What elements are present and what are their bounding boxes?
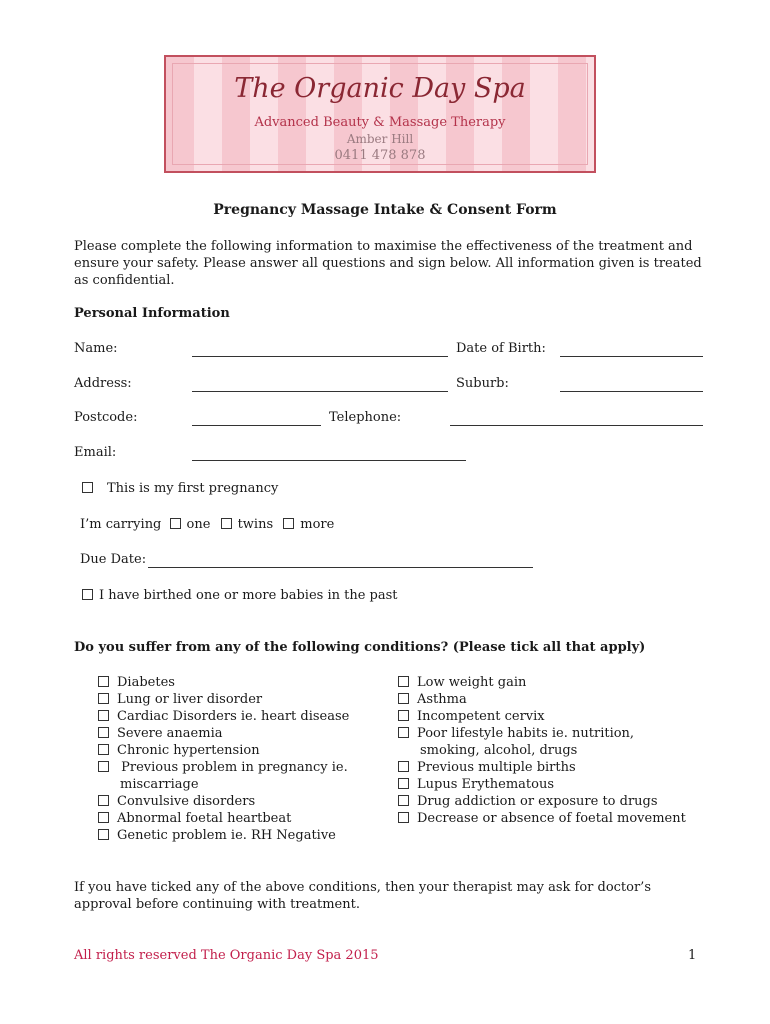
carrying-label: I’m carrying — [80, 517, 162, 532]
condition-label: Convulsive disorders — [117, 794, 256, 809]
spa-location: Amber Hill — [346, 132, 414, 146]
telephone-label: Telephone: — [329, 410, 402, 425]
condition-label: Severe anaemia — [117, 726, 223, 741]
name-label: Name: — [74, 341, 118, 356]
birthed-before-option — [82, 588, 398, 603]
condition-checkbox[interactable] — [98, 676, 109, 687]
condition-label: Poor lifestyle habits ie. nutrition, — [417, 726, 635, 741]
condition-checkbox[interactable] — [398, 727, 409, 738]
condition-item — [98, 725, 222, 742]
condition-item — [98, 827, 336, 844]
condition-checkbox[interactable] — [98, 710, 109, 721]
due-date-label: Due Date: — [80, 552, 147, 567]
condition-checkbox[interactable] — [398, 778, 409, 789]
condition-continuation: miscarriage — [120, 777, 199, 792]
birthed-before-checkbox[interactable] — [82, 589, 93, 600]
condition-item — [98, 674, 175, 691]
condition-checkbox[interactable] — [98, 727, 109, 738]
condition-label: Cardiac Disorders ie. heart disease — [117, 709, 350, 724]
spa-header-banner — [164, 55, 596, 173]
condition-label: Diabetes — [117, 675, 175, 690]
suburb-label: Suburb: — [456, 376, 509, 391]
condition-label: Decrease or absence of foetal movement — [417, 811, 686, 826]
carrying-one-checkbox[interactable] — [170, 518, 181, 529]
address-field[interactable] — [192, 391, 448, 392]
address-label: Address: — [74, 376, 132, 391]
telephone-field[interactable] — [450, 425, 703, 426]
spa-tagline: Advanced Beauty & Massage Therapy — [254, 115, 506, 130]
condition-checkbox[interactable] — [98, 795, 109, 806]
first-pregnancy-option — [82, 481, 278, 496]
condition-item — [98, 742, 260, 759]
condition-checkbox[interactable] — [98, 829, 109, 840]
form-title: Pregnancy Massage Intake & Consent Form — [213, 202, 557, 218]
email-field[interactable] — [192, 460, 466, 461]
condition-item — [398, 793, 658, 810]
condition-item — [398, 725, 634, 742]
suburb-field[interactable] — [560, 391, 703, 392]
due-date-field[interactable] — [148, 567, 533, 568]
dob-field[interactable] — [560, 356, 703, 357]
condition-checkbox[interactable] — [398, 676, 409, 687]
spa-brand-name: The Organic Day Spa — [234, 73, 526, 104]
condition-label: Abnormal foetal heartbeat — [117, 811, 292, 826]
carrying-twins-label: twins — [237, 517, 274, 532]
carrying-more-checkbox[interactable] — [283, 518, 294, 529]
condition-checkbox[interactable] — [98, 812, 109, 823]
condition-checkbox[interactable] — [398, 812, 409, 823]
condition-label: Chronic hypertension — [117, 743, 260, 758]
condition-checkbox[interactable] — [398, 761, 409, 772]
condition-continuation: smoking, alcohol, drugs — [420, 743, 578, 758]
condition-checkbox[interactable] — [398, 693, 409, 704]
condition-item — [398, 776, 554, 793]
condition-checkbox[interactable] — [398, 795, 409, 806]
condition-label: Previous problem in pregnancy ie. — [117, 760, 348, 775]
condition-item — [98, 759, 348, 776]
condition-item — [98, 793, 255, 810]
first-pregnancy-label: This is my first pregnancy — [107, 481, 279, 496]
first-pregnancy-checkbox[interactable] — [82, 482, 93, 493]
condition-label: Asthma — [417, 692, 467, 707]
condition-item — [398, 759, 576, 776]
condition-item — [398, 691, 467, 708]
condition-item — [398, 674, 526, 691]
condition-checkbox[interactable] — [98, 744, 109, 755]
carrying-more-label: more — [300, 517, 335, 532]
postcode-label: Postcode: — [74, 410, 138, 425]
condition-checkbox[interactable] — [398, 710, 409, 721]
email-label: Email: — [74, 445, 117, 460]
form-intro: Please complete the following information to maximise the effectiveness of the treatment and ensure your safety. Please answer all questions and sign below. All information given is treated as confidential. — [74, 239, 702, 288]
carrying-row — [80, 517, 334, 532]
postcode-field[interactable] — [192, 425, 321, 426]
personal-info-heading: Personal Information — [74, 306, 230, 321]
spa-phone: 0411 478 878 — [334, 148, 426, 163]
condition-label: Low weight gain — [417, 675, 527, 690]
name-field[interactable] — [192, 356, 448, 357]
condition-label: Lung or liver disorder — [117, 692, 263, 707]
condition-item — [398, 810, 686, 827]
condition-label: Drug addiction or exposure to drugs — [417, 794, 658, 809]
condition-checkbox[interactable] — [98, 761, 109, 772]
footer-copyright: All rights reserved The Organic Day Spa 2015 — [74, 948, 379, 963]
dob-label: Date of Birth: — [456, 341, 546, 356]
birthed-before-label: I have birthed one or more babies in the past — [99, 588, 398, 603]
condition-label: Incompetent cervix — [417, 709, 545, 724]
condition-label: Genetic problem ie. RH Negative — [117, 828, 336, 843]
conditions-heading: Do you suffer from any of the following conditions? (Please tick all that apply) — [74, 640, 646, 655]
condition-label: Previous multiple births — [417, 760, 576, 775]
carrying-one-label: one — [186, 517, 211, 532]
page-number: 1 — [688, 948, 697, 963]
condition-item — [98, 691, 262, 708]
carrying-twins-checkbox[interactable] — [221, 518, 232, 529]
doctor-approval-note: If you have ticked any of the above conditions, then your therapist may ask for doctor’s approval before continuing with treatment. — [74, 880, 651, 912]
condition-item — [98, 810, 291, 827]
condition-checkbox[interactable] — [98, 693, 109, 704]
condition-label: Lupus Erythematous — [417, 777, 555, 792]
condition-item — [98, 708, 349, 725]
condition-item — [398, 708, 545, 725]
